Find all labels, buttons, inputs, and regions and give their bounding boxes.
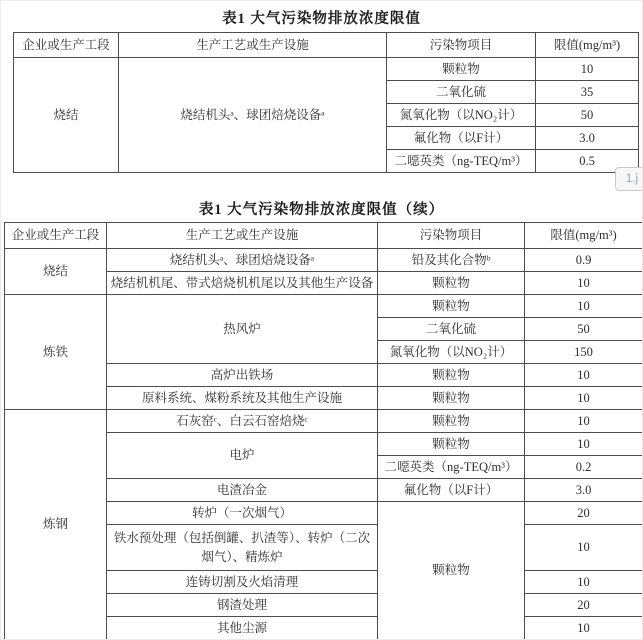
limit-cell: 10: [525, 272, 643, 295]
facility-cell: 原料系统、煤粉系统及其他生产设施: [107, 387, 378, 410]
pollutant-cell: 颗粒物: [378, 272, 525, 295]
limit-cell: 50: [525, 318, 643, 341]
pollutant-cell: 铅及其化合物ᵇ: [378, 249, 525, 272]
limit-cell: 3.0: [525, 479, 643, 502]
table2-title: 表1 大气污染物排放浓度限值（续）: [198, 202, 445, 218]
column-header-process: 生产工艺或生产设施: [107, 223, 378, 249]
table-row: [5, 249, 643, 272]
pollutant-cell: 颗粒物: [387, 58, 536, 81]
facility-cell: 石灰窑ᶜ、白云石窑焙烧ᶜ: [107, 410, 378, 433]
pollutant-cell: 颗粒物: [378, 364, 525, 387]
limit-cell: 10: [536, 58, 639, 81]
table-header-row: [5, 223, 643, 249]
limit-cell: 0.5: [536, 150, 639, 173]
facility-cell: 连铸切割及火焰清理: [107, 571, 378, 594]
table1-emission-limits: [13, 32, 639, 173]
facility-cell: 钢渣处理: [107, 594, 378, 617]
limit-cell: 10: [525, 525, 643, 571]
column-header-process: 生产工艺或生产设施: [119, 33, 387, 58]
section-cell: 烧结: [14, 58, 119, 173]
image-index-badge: [615, 167, 643, 191]
column-header-enterprise: 企业或生产工段: [14, 33, 119, 58]
facility-cell: 电炉: [107, 433, 378, 479]
facility-cell: 热风炉: [107, 295, 378, 364]
limit-cell: 20: [525, 502, 643, 525]
column-header-pollutant: 污染物项目: [378, 223, 525, 249]
facility-cell: 烧结机头ᵃ、球团焙烧设备ᵃ: [107, 249, 378, 272]
table-row: [14, 58, 639, 81]
facility-cell: 电渣冶金: [107, 479, 378, 502]
limit-cell: 10: [525, 433, 643, 456]
pollutant-cell: 颗粒物: [378, 295, 525, 318]
limit-cell: 3.0: [536, 127, 639, 150]
limit-cell: 20: [525, 594, 643, 617]
table-row: [5, 410, 643, 433]
facility-cell: 高炉出铁场: [107, 364, 378, 387]
section-cell: 烧结: [5, 249, 107, 295]
table-row: [5, 295, 643, 318]
pollutant-cell: 二氧化硫: [387, 81, 536, 104]
limit-cell: 150: [525, 341, 643, 364]
facility-cell: 烧结机机尾、带式焙烧机机尾以及其他生产设备: [107, 272, 378, 295]
facility-cell: 烧结机头ᵃ、球团焙烧设备ᵃ: [119, 58, 387, 173]
limit-cell: 50: [536, 104, 639, 127]
pollutant-cell: 颗粒物: [378, 502, 525, 640]
limit-cell: 0.2: [525, 456, 643, 479]
pollutant-cell: 氟化物（以F计）: [378, 479, 525, 502]
pollutant-cell: 颗粒物: [378, 433, 525, 456]
pollutant-cell: 氮氧化物（以NO₂计）: [378, 341, 525, 364]
facility-cell: 其他尘源: [107, 617, 378, 640]
image-index-badge-label: 1.j: [625, 173, 639, 185]
section-cell: 炼钢: [5, 410, 107, 640]
table2-emission-limits-continued: [4, 222, 643, 640]
facility-cell: 铁水预处理（包括倒罐、扒渣等）、转炉（二次烟气）、精炼炉: [107, 525, 378, 571]
limit-cell: 10: [525, 364, 643, 387]
facility-cell: 转炉（一次烟气）: [107, 502, 378, 525]
limit-cell: 10: [525, 617, 643, 640]
pollutant-cell: 氟化物（以F计）: [387, 127, 536, 150]
pollutant-cell: 颗粒物: [378, 387, 525, 410]
limit-cell: 0.9: [525, 249, 643, 272]
pollutant-cell: 二噁英类（ng-TEQ/m³）: [387, 150, 536, 173]
limit-cell: 10: [525, 295, 643, 318]
limit-cell: 10: [525, 387, 643, 410]
column-header-pollutant: 污染物项目: [387, 33, 536, 58]
section-cell: 炼铁: [5, 295, 107, 410]
column-header-enterprise: 企业或生产工段: [5, 223, 107, 249]
pollutant-cell: 二噁英类（ng-TEQ/m³）: [378, 456, 525, 479]
table1-title: 表1 大气污染物排放浓度限值: [222, 11, 421, 27]
limit-cell: 10: [525, 410, 643, 433]
pollutant-cell: 氮氧化物（以NO₂计）: [387, 104, 536, 127]
table-header-row: [14, 33, 639, 58]
limit-cell: 35: [536, 81, 639, 104]
pollutant-cell: 二氧化硫: [378, 318, 525, 341]
limit-cell: 10: [525, 571, 643, 594]
pollutant-cell: 颗粒物: [378, 410, 525, 433]
column-header-limit: 限值(mg/m³): [525, 223, 643, 249]
column-header-limit: 限值(mg/m³): [536, 33, 639, 58]
